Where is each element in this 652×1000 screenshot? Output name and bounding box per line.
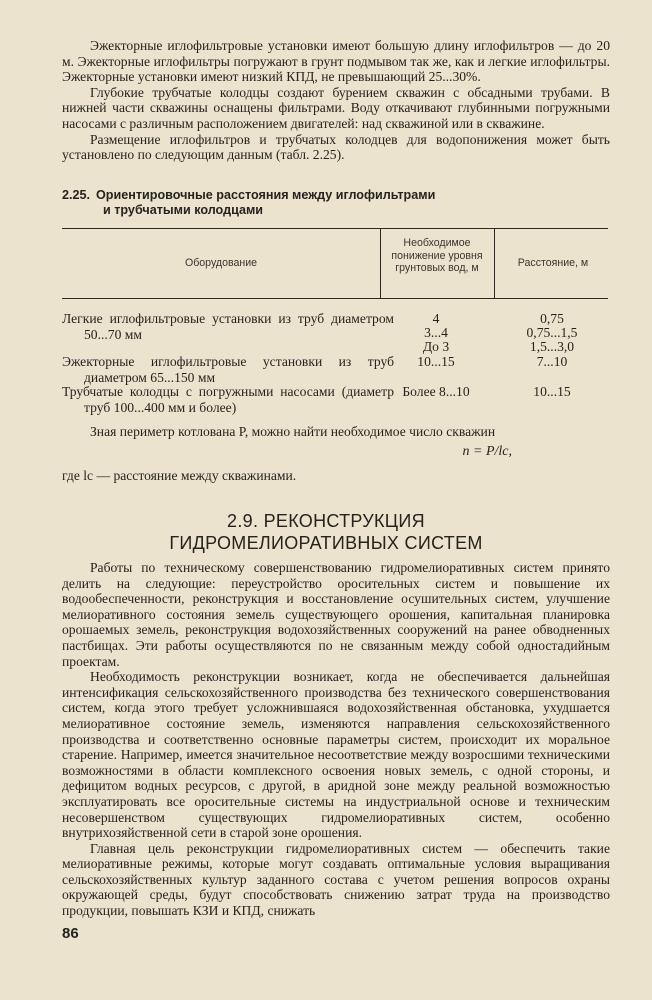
table-cell-lowering: До 3 <box>422 339 450 354</box>
table-row-equipment: Эжекторные иглофильтровые установки из труб диаметром 65...150 мм <box>62 354 394 385</box>
table-cell-lowering: 4 <box>432 311 440 326</box>
table-cell-distance: 7...10 <box>536 354 568 369</box>
table-header-lowering: Необходимое понижение уровня грунтовых вод, м <box>391 237 483 274</box>
section-title-line2: ГИДРОМЕЛИОРАТИВНЫХ СИСТЕМ <box>169 533 483 553</box>
paragraph: Зная периметр котлована P, можно найти необходимое число скважин <box>90 424 496 439</box>
table-cell-distance: 0,75...1,5 <box>526 325 578 340</box>
paragraph: Размещение иглофильтров и трубчатых колодцев для водопонижения может быть установлено по следующим данным (табл. 2.25). <box>62 131 610 163</box>
page-number: 86 <box>62 925 79 942</box>
formula-note: где lc — расстояние между скважинами. <box>62 468 297 483</box>
table-caption <box>62 188 602 218</box>
table-cell-lowering: 3...4 <box>424 325 448 340</box>
table-cell-lowering: Более 8...10 <box>402 384 470 399</box>
paragraph: Глубокие трубчатые колодцы создают бурением скважин с обсадными трубами. В нижней части скважины оснащены фильтрами. Воду откачивают глубинными погружными насосами с различным расположением двигателей: над скважиной или в скважине. <box>62 84 610 131</box>
table-header-distance: Расстояние, м <box>517 257 589 269</box>
table-cell-distance: 10...15 <box>533 384 571 399</box>
table-header-rule <box>62 298 608 299</box>
section-heading <box>60 510 592 554</box>
table-cell-distance: 0,75 <box>540 311 564 326</box>
section-title-line1: РЕКОНСТРУКЦИЯ <box>263 511 425 531</box>
formula-note-block <box>62 468 610 484</box>
intro-text <box>62 38 610 163</box>
paragraph: Главная цель реконструкции гидромелиоративных систем — обеспечить такие мелиоративные режимы, которые могут создавать оптимальные условия выращивания сельскохозяйственных культур заданного состава с учетом решения вопросов охраны окружающей среды, будут способствовать снижению затрат труда на производство продукции, повышать КЗИ и КПД, снижать <box>62 840 610 919</box>
table-header-equipment: Оборудование <box>184 257 258 269</box>
table-top-rule <box>62 228 608 229</box>
paragraph: Необходимость реконструкции возникает, когда не обеспечивается дальнейшая интенсификация сельскохозяйственного производства без технического совершенствования систем, когда этого требует усложнившаяся водохозяйственная обстановка, ухудшается мелиоративное состояние земель, изменяются направления сельскохозяйственного производства и соответственно основные параметры систем, происходит их моральное старение. Например, имеется значительное несоответствие между возросшими техническими возможностями в области комплексного освоения новых земель, с одной стороны, и дефицитом водных ресурсов, с другой, в аридной зоне между реальной возможностью эксплуатировать все оросительные системы на индустриальной основе и техническим несовершенством существующих гидромелиоративных систем, особенно внутрихозяйственной сети в старой зоне орошения. <box>62 669 610 841</box>
table-cell-distance: 1,5...3,0 <box>529 339 575 354</box>
table-number: 2.25. <box>62 188 91 202</box>
paragraph: Эжекторные иглофильтровые установки имеют большую длину иглофильтров — до 20 м. Эжекторные иглофильтры погружают в грунт подмывом так же, как и легкие иглофильтры. Эжекторные установки имеют низкий КПД, не превышающий 25...30%. <box>62 38 610 85</box>
section-body <box>62 560 610 919</box>
table-column-divider <box>380 228 381 298</box>
table-title-line1: Ориентировочные расстояния между иглофильтрами <box>96 188 436 202</box>
table-column-divider <box>494 228 495 298</box>
paragraph: Работы по техническому совершенствованию гидромелиоративных систем принято делить на следующие: переустройство оросительных систем и повышение их водообеспеченности, реконструкция и восстановление осушительных систем, улучшение мелиоративного состояния земель существующего орошения, капитальная планировка орошаемых земель, реконструкция водохозяйственных сооружений на ранее обводненных пастбищах. Эти работы осуществляются по не связанным между собой одностадийным проектам. <box>62 560 610 669</box>
table-row-equipment: Трубчатые колодцы с погружными насосами (диаметр труб 100...400 мм и более) <box>62 384 394 415</box>
section-number: 2.9. <box>227 511 259 531</box>
table-row-equipment: Легкие иглофильтровые установки из труб диаметром 50...70 мм <box>62 311 394 342</box>
table-title-line2: и трубчатыми колодцами <box>103 203 264 217</box>
formula: n = P/lc, <box>462 444 512 459</box>
table-cell-lowering: 10...15 <box>417 354 455 369</box>
perimeter-text-block <box>62 424 610 440</box>
